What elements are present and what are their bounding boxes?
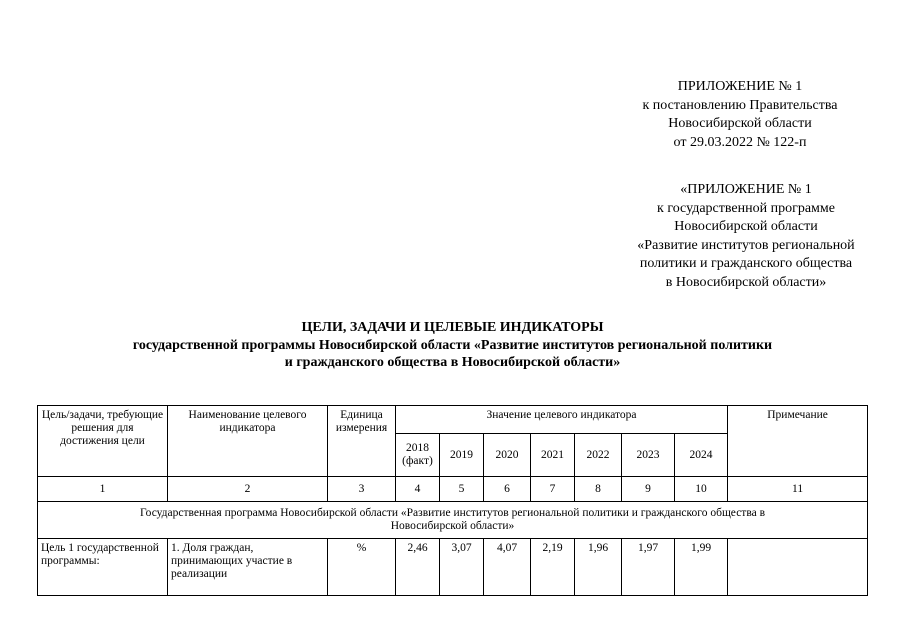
approval-line: Новосибирской области	[668, 116, 812, 131]
header-goal: Цель/задачи, требующие решения для достижения цели	[38, 406, 168, 477]
approval-line: Новосибирской области	[674, 219, 818, 234]
cell-value: 4,07	[484, 539, 531, 596]
column-number: 5	[440, 477, 484, 502]
header-year: 2022	[575, 434, 622, 477]
cell-indicator: 1. Доля граждан, принимающих участие в реализации	[168, 539, 328, 596]
goals-indicators-table	[37, 405, 868, 596]
approval-line: к постановлению Правительства	[642, 97, 838, 113]
header-year: 2020	[484, 434, 531, 477]
header-year: 2019	[440, 434, 484, 477]
cell-value: 2,46	[396, 539, 440, 596]
header-year: 2021	[531, 434, 575, 477]
cell-goal: Цель 1 государственной программы:	[38, 539, 168, 596]
header-year: 2018 (факт)	[396, 434, 440, 477]
approval-line: «ПРИЛОЖЕНИЕ № 1	[680, 182, 812, 197]
document-title	[0, 319, 905, 372]
cell-value: 2,19	[531, 539, 575, 596]
header-unit: Единица измерения	[328, 406, 396, 477]
table-row	[38, 539, 868, 596]
cell-value: 1,97	[622, 539, 675, 596]
column-number: 7	[531, 477, 575, 502]
header-year: 2024	[675, 434, 728, 477]
title-line-2: государственной программы Новосибирской области «Развитие институтов региональной политики	[132, 337, 773, 353]
approval-line: ПРИЛОЖЕНИЕ № 1	[677, 79, 803, 94]
title-line-1: ЦЕЛИ, ЗАДАЧИ И ЦЕЛЕВЫЕ ИНДИКАТОРЫ	[301, 320, 604, 335]
cell-value: 1,96	[575, 539, 622, 596]
header-note: Примечание	[728, 406, 868, 477]
column-number: 8	[575, 477, 622, 502]
cell-note	[728, 539, 868, 596]
cell-unit: %	[328, 539, 396, 596]
approval-line: в Новосибирской области»	[665, 274, 827, 290]
header-year: 2023	[622, 434, 675, 477]
column-number: 2	[168, 477, 328, 502]
title-line-3: и гражданского общества в Новосибирской области»	[284, 355, 621, 370]
column-number: 10	[675, 477, 728, 502]
column-number: 9	[622, 477, 675, 502]
column-number: 6	[484, 477, 531, 502]
program-row-text: Государственная программа Новосибирской области «Развитие институтов региональной политики и гражданского общества в Новосибирской области»	[140, 507, 766, 532]
cell-value: 1,99	[675, 539, 728, 596]
column-number: 11	[728, 477, 868, 502]
column-number: 4	[396, 477, 440, 502]
approval-line: к государственной программе	[657, 200, 835, 216]
approval-block-decree	[590, 78, 890, 152]
approval-block-program	[596, 181, 896, 292]
header-indicator: Наименование целевого индикатора	[168, 406, 328, 477]
approval-line: «Развитие институтов региональной	[637, 237, 855, 253]
cell-value: 3,07	[440, 539, 484, 596]
column-number: 3	[328, 477, 396, 502]
header-value-group: Значение целевого индикатора	[396, 406, 728, 434]
approval-line: от 29.03.2022 № 122-п	[673, 134, 807, 150]
approval-line: политики и гражданского общества	[639, 256, 853, 271]
column-number: 1	[38, 477, 168, 502]
program-row	[38, 502, 868, 539]
